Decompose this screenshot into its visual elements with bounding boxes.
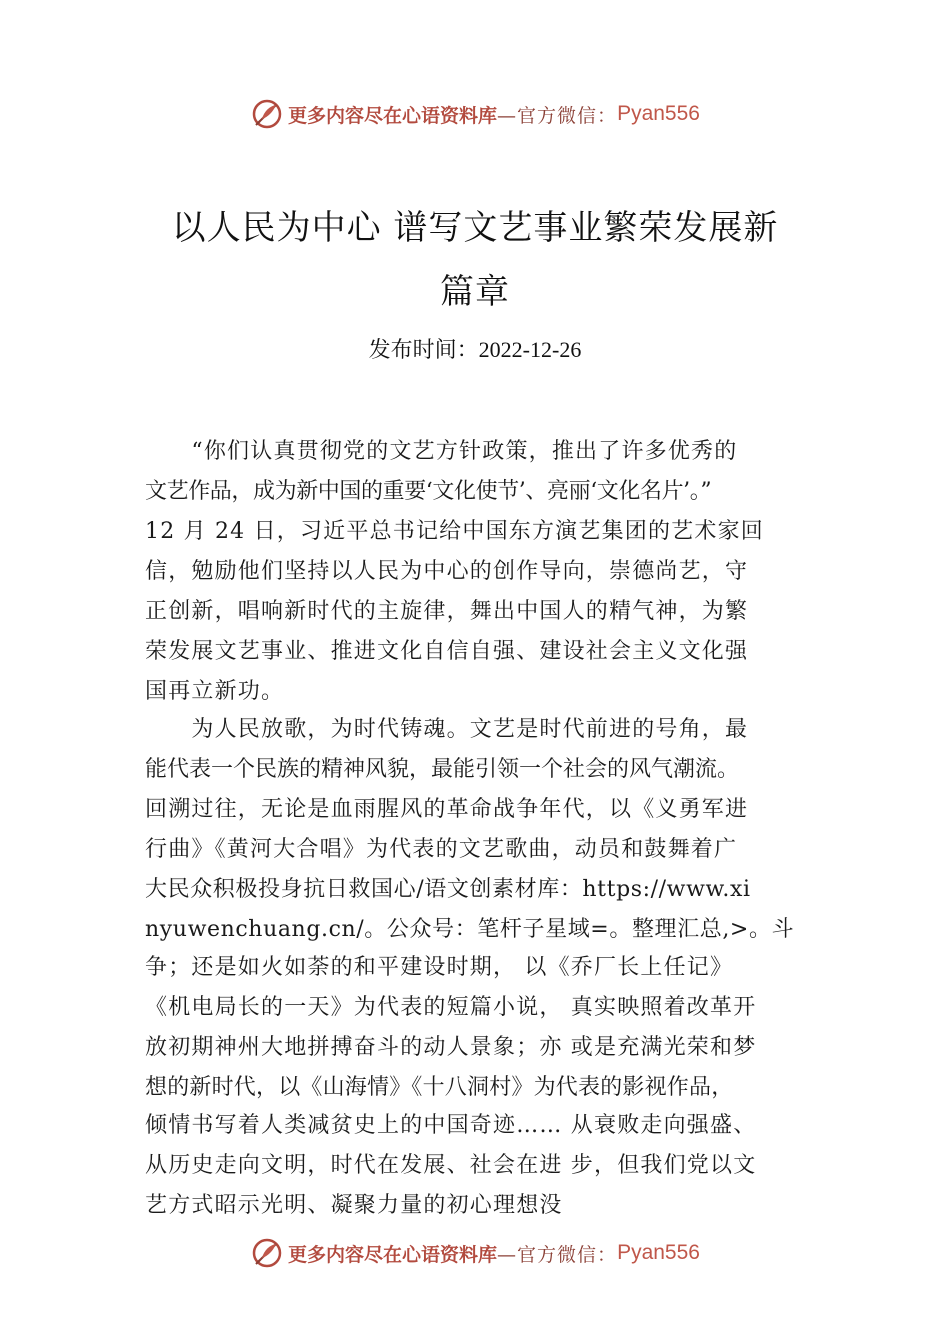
banner-wechat-label: —官方微信： — [497, 104, 618, 127]
banner-wechat-id: Pyan556 — [617, 1241, 700, 1264]
body-line: 为人民放歌，为时代铸魂。文艺是时代前进的号角，最 — [145, 717, 749, 742]
body-line: 信，勉励他们坚持以人民为中心的创作导向，崇德尚艺，守 — [145, 559, 749, 584]
body-line: “你们认真贯彻党的文艺方针政策，推出了许多优秀的 — [145, 439, 738, 464]
body-line: 回溯过往，无论是血雨腥风的革命战争年代，以《义勇军进 — [145, 797, 749, 822]
banner-brand-text: 更多内容尽在心语资料库 — [288, 1243, 498, 1266]
publish-date-label: 发布时间： — [368, 338, 479, 363]
header-banner — [0, 94, 950, 134]
body-line: 正创新，唱响新时代的主旋律，舞出中国人的精气神，为繁 — [145, 599, 749, 624]
banner-wechat-label: —官方微信： — [497, 1243, 618, 1266]
body-line: 荣发展文艺事业、推进文化自信自强、建设社会主义文化强 — [145, 639, 749, 664]
article-title-line-2: 篇章 — [440, 272, 510, 312]
body-line: 从历史走向文明，时代在发展、社会在进 步，但我们党以文 — [145, 1153, 757, 1178]
footer-banner — [0, 1233, 950, 1273]
body-line: 《机电局长的一天》为代表的短篇小说， 真实映照着改革开 — [145, 995, 757, 1020]
publish-date — [0, 334, 950, 367]
quill-logo-icon — [250, 97, 284, 131]
body-line: 12 月 24 日，习近平总书记给中国东方演艺集团的艺术家回 — [145, 519, 764, 544]
article-title-line-1: 以人民为中心 谱写文艺事业繁荣发展新 — [171, 208, 779, 248]
body-line: 国再立新功。 — [145, 679, 285, 704]
banner-brand-text: 更多内容尽在心语资料库 — [288, 104, 498, 127]
banner-wechat-id: Pyan556 — [617, 102, 700, 125]
body-line: nyuwenchuang.cn/。公众号：笔杆子星域=。整理汇总,>。斗 — [145, 917, 795, 942]
publish-date-value: 2022-12-26 — [478, 337, 582, 362]
body-line: 大民众积极投身抗日救国心/语文创素材库：https://www.xi — [145, 877, 751, 902]
quill-logo-icon — [250, 1236, 284, 1270]
body-line: 艺方式昭示光明、凝聚力量的初心理想没 — [145, 1193, 563, 1218]
body-line: 倾情书写着人类减贫史上的中国奇迹…… 从衰败走向强盛、 — [145, 1113, 757, 1138]
body-line: 想的新时代，以《山海情》《十八洞村》为代表的影视作品， — [145, 1075, 734, 1100]
body-line: 争；还是如火如荼的和平建设时期， 以《乔厂长上任记》 — [145, 955, 734, 980]
body-line: 放初期神州大地拼搏奋斗的动人景象；亦 或是充满光荣和梦 — [145, 1035, 757, 1060]
body-line: 能代表一个民族的精神风貌，最能引领一个社会的风气潮流。 — [145, 757, 740, 782]
body-line: 文艺作品，成为新中国的重要‘文化使节’、亮丽‘文化名片’。” — [145, 479, 712, 504]
body-line: 行曲》《黄河大合唱》为代表的文艺歌曲，动员和鼓舞着广 — [145, 837, 738, 862]
